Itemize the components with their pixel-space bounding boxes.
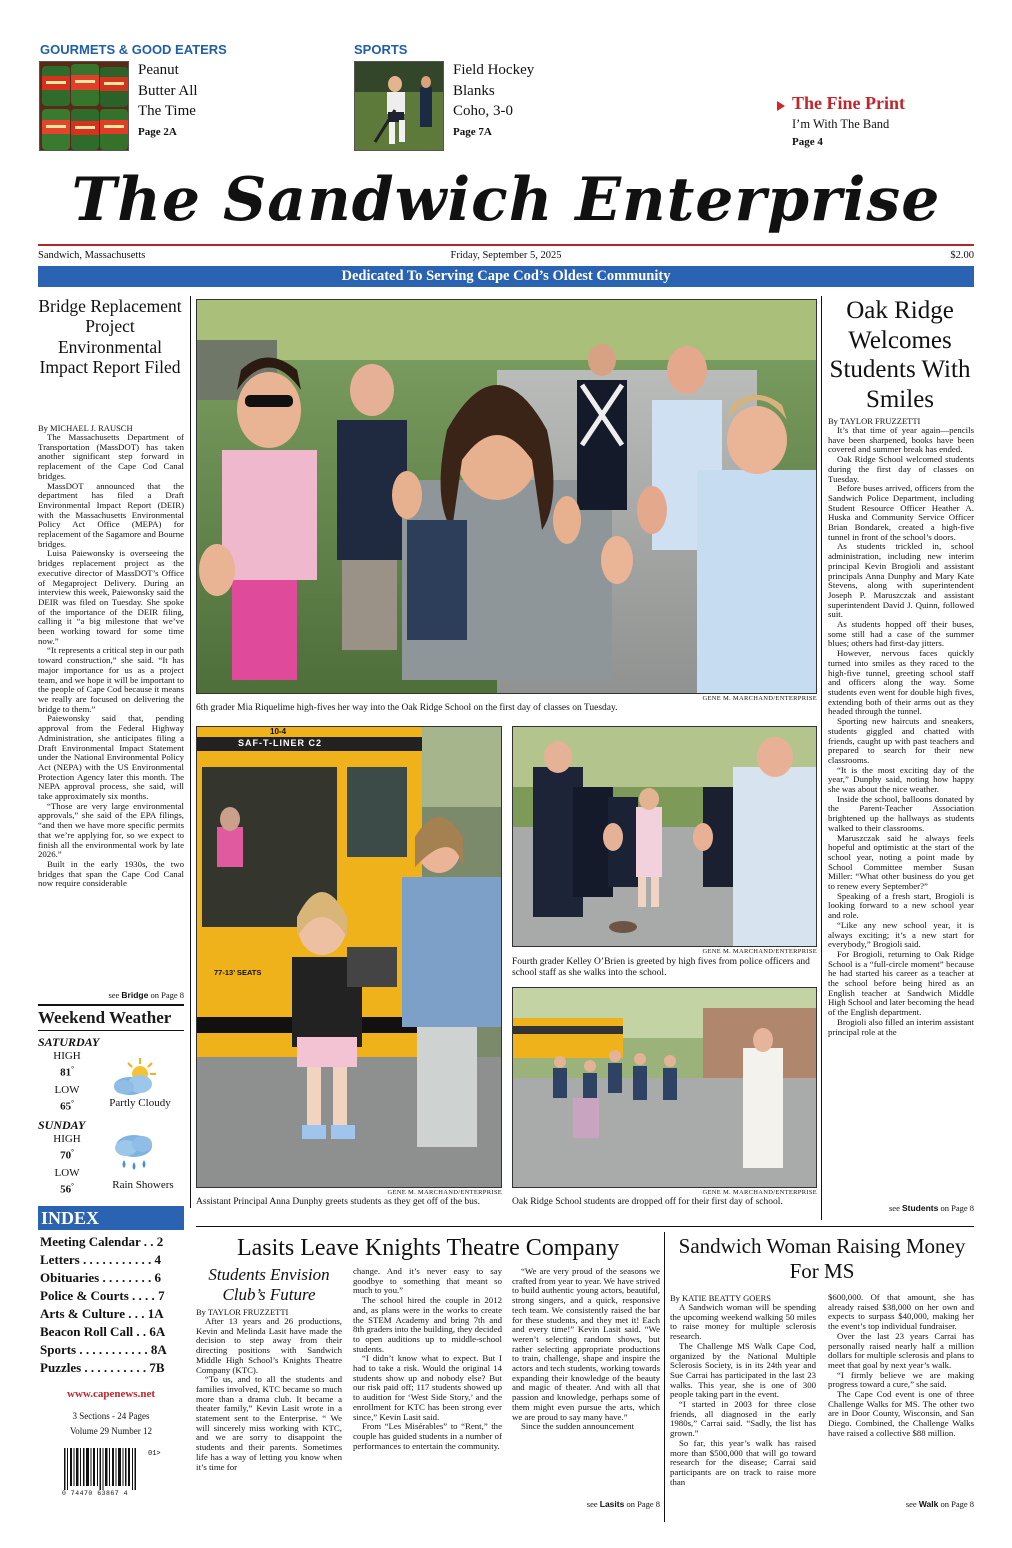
jump-keyword: Students xyxy=(901,1203,939,1213)
jump-prefix: see xyxy=(586,1499,600,1509)
jump-suffix: on Page 8 xyxy=(624,1499,660,1509)
fourth-grader-photo[interactable] xyxy=(512,726,817,947)
bus-sign: SAF-T-LINER C2 xyxy=(238,738,323,748)
low-temp xyxy=(50,1180,84,1197)
high-temp xyxy=(50,1063,84,1080)
teaser-sports-line-3: Coho, 3-0 xyxy=(453,103,513,119)
index-item[interactable] xyxy=(40,1233,180,1251)
ms-col1 xyxy=(670,1303,816,1523)
weather-saturday-condition: Partly Cloudy xyxy=(109,1097,171,1109)
bridge-jump-link[interactable] xyxy=(38,990,184,1000)
index-item[interactable] xyxy=(40,1269,180,1287)
main-photo[interactable] xyxy=(196,299,817,694)
lasits-paragraph: The school hired the couple in 2012 and, as plans were in the works to create the STEM Academy and bring 7th and 8th graders into the building, they decided to open auditions up to middle-school students. xyxy=(353,1295,502,1354)
teaser-gourmets-line-2: Butter All xyxy=(138,82,198,99)
index-item-page: 7B xyxy=(149,1360,165,1375)
ms-jump-link[interactable] xyxy=(828,1499,974,1509)
lasits-col2 xyxy=(353,1267,502,1523)
index-item-label: Sports . . . . . . . . . . . xyxy=(40,1342,148,1357)
masthead-title: The Sandwich Enterprise xyxy=(71,165,941,235)
ms-col2 xyxy=(828,1293,974,1493)
index-item-label: Letters . . . . . . . . . . . xyxy=(40,1252,152,1267)
degree-symbol: ° xyxy=(71,1065,74,1073)
oakridge-paragraph: As students trickled in, school administration, including new interim principal Kevin Brogioli and assistant principals Anna Dunphy and Mary Kate Stevens, along with superintendent Joseph P. Maruszczak and assistant superintendent David J. Quinn, followed suit. xyxy=(828,541,974,620)
bridge-paragraph: Paiewonsky said that, pending approval from the Federal Highway Administration, she anticipates filing a Draft Environmental Impact Statement under the National Environmental Policy Act (NEPA) with the US Environmental Protection Agency later this month. The NEPA approval process, she said, will take approximately six months. xyxy=(38,713,184,802)
index-sections: 3 Sections - 24 Pages xyxy=(72,1411,150,1421)
ms-paragraph: “I firmly believe we are making progress toward a cure,” she said. xyxy=(828,1369,974,1390)
oakridge-paragraph: Inside the school, balloons donated by the Parent-Teacher Association brightened up the hallways as students walked to their classrooms. xyxy=(828,793,974,833)
oakridge-paragraph: Brogioli also filled an interim assistant principal role at the xyxy=(828,1016,974,1037)
teaser-sports-section[interactable]: SPORTS xyxy=(354,42,408,57)
bridge-paragraph: MassDOT announced that the department has filed a Draft Environmental Impact Report (DEIR) with the Massachusetts Environmental Policy Act Office (MEPA) for replacement of the Sagamore and Bourne bridges. xyxy=(38,480,184,549)
jump-suffix: on Page 8 xyxy=(148,990,184,1000)
bridge-paragraph: Luisa Paiewonsky is overseeing the bridges replacement project as the executive director of MassDOT’s Office of Megaproject Delivery. During an interview this week, Paiewonsky said the DEIR was filed on Tuesday. She spoke of the importance of the DEIR filing, calling it “a big milestone that we’ve been working toward for some time now.” xyxy=(38,548,184,646)
bus-seats-label: 77-13’ SEATS xyxy=(214,968,262,977)
lasits-col3 xyxy=(512,1267,660,1493)
fourth-grader-photo-caption: Fourth grader Kelley O’Brien is greeted by high fives from police officers and school staff as she walks into the school. xyxy=(512,957,810,978)
low-label: LOW xyxy=(54,1166,80,1179)
index-item-page: 8A xyxy=(150,1342,167,1357)
teaser-fineprint-title[interactable]: The Fine Print xyxy=(792,93,905,113)
high-temp xyxy=(50,1146,84,1163)
website-link[interactable]: www.capenews.net xyxy=(67,1388,155,1400)
lasits-paragraph: “I didn’t know what to expect. But I had to take a risk. Would the original 14 students show up and nobody else? But our risk paid off; 117 students showed up to audition for ‘West Side Story,’ and the enrollment for KTC has been strong ever since,” Kevin Lasit said. xyxy=(353,1353,502,1422)
lasits-paragraph: From “Les Misérables” to “Rent,” the couple has guided students in a number of performances to entertain the community. xyxy=(353,1421,502,1451)
ms-paragraph: “I started in 2003 for three close friends, all diagnosed in the early 1980s,” Carrai said. “Sadly, the list has grown.” xyxy=(670,1399,816,1439)
weather-rule-top xyxy=(38,1004,184,1006)
bridge-paragraph: Built in the early 1930s, the two bridges that span the Cape Cod Canal now require considerable xyxy=(38,858,184,889)
lasits-byline: By TAYLOR FRUZZETTI xyxy=(196,1307,289,1317)
students-dropoff-photo[interactable] xyxy=(512,987,817,1188)
weather-sunday-temps xyxy=(50,1133,84,1196)
index-item-page: 7 xyxy=(158,1288,165,1303)
main-photo-credit: GENE M. MARCHAND/ENTERPRISE xyxy=(702,695,817,702)
oakridge-paragraph: However, nervous faces quickly turned into smiles as they raced to the high-five tunnel, greeting school staff and officers along the way. Some students even went for double high fives, extending both of their arms out as they headed through the tunnel. xyxy=(828,648,974,717)
high-value: 70 xyxy=(60,1149,72,1162)
field-hockey-thumbnail[interactable] xyxy=(354,61,444,151)
column-rule-left xyxy=(190,296,191,1208)
oakridge-paragraph: Before buses arrived, officers from the Sandwich Police Department, including Student Resource Officer Heather A. Huska and Community Service Officer Brian Bondarek, created a high-five tunnel in front of the school’s doors. xyxy=(828,483,974,542)
ms-paragraph: Over the last 23 years Carrai has personally raised nearly half a million dollars for multiple sclerosis and plans to meet that goal by next year’s walk. xyxy=(828,1330,974,1370)
bottom-rule xyxy=(196,1226,974,1227)
lasits-paragraph: Since the sudden announcement xyxy=(521,1421,635,1432)
masthead-date: Friday, September 5, 2025 xyxy=(450,250,562,261)
teaser-fineprint-subtitle[interactable]: I’m With The Band xyxy=(792,117,890,131)
peanut-butter-jars-thumbnail[interactable] xyxy=(39,61,129,151)
ms-paragraph: The Cape Cod event is one of three Challenge Walks for MS. The other two are in Door County, Wisconsin, and San Diego. Combined, the Challenge Walks have raised a collective $88 million. xyxy=(828,1389,974,1438)
oakridge-paragraph: Maruszczak said he always feels hopeful and optimistic at the start of the school year, noting a point made by School Committee member Susan Miller: “What other business do you get to renew every September?” xyxy=(828,832,974,892)
bridge-paragraph: “It represents a critical step in our path toward construction,” she said. “It has major importance for us as a project team, and we hope it will be important to the people of Cape Cod because it means we really are focused on delivering the bridge to them.” xyxy=(38,645,184,714)
lasits-col1 xyxy=(196,1317,342,1523)
bridge-byline: By MICHAEL J. RAUSCH xyxy=(38,423,133,433)
index-item-label: Beacon Roll Call . . xyxy=(40,1324,147,1339)
teaser-gourmets-line-1: Peanut xyxy=(138,62,179,78)
jump-prefix: see xyxy=(905,1499,919,1509)
lasits-paragraph: After 13 years and 26 productions, Kevin and Melinda Lasit have made the decision to step away from their directing positions with Sandwich Middle High School’s Knights Theatre Company (KTC). xyxy=(196,1317,342,1375)
degree-symbol: ° xyxy=(71,1098,74,1107)
lasits-paragraph: change. And it’s never easy to say goodbye to something that meant so much to you.” xyxy=(353,1267,502,1296)
degree-symbol: ° xyxy=(71,1181,74,1190)
low-value: 56 xyxy=(60,1183,72,1196)
lasits-headline[interactable]: Lasits Leave Knights Theatre Company xyxy=(236,1235,620,1261)
index-item[interactable] xyxy=(40,1359,180,1377)
index-item-label: Police & Courts . . . . xyxy=(40,1288,155,1303)
barcode-image xyxy=(62,1448,146,1494)
high-value: 81 xyxy=(60,1066,72,1079)
index-item[interactable] xyxy=(40,1323,180,1341)
fourth-grader-photo-credit: GENE M. MARCHAND/ENTERPRISE xyxy=(702,948,817,955)
index-volume: Volume 29 Number 12 xyxy=(69,1426,153,1436)
low-value: 65 xyxy=(60,1100,72,1113)
barcode-issue: 01> xyxy=(148,1450,161,1458)
barcode-digits: 0 74470 63867 4 xyxy=(62,1490,129,1497)
ms-paragraph: The Challenge MS Walk Cape Cod, organized by the National Multiple Sclerosis Society, is in its 24th year and Sue Carrai has participated in the last 23 walks. This year, she is one of 300 people taking part in the event. xyxy=(670,1340,816,1400)
partly-cloudy-icon xyxy=(110,1056,158,1098)
ms-paragraph: $600,000. Of that amount, she has already raised $38,000 on her own and expects to surpass $40,000, making her the event’s top individual fundraiser. xyxy=(828,1293,974,1332)
masthead-price: $2.00 xyxy=(950,250,974,261)
index-list xyxy=(40,1233,180,1377)
weather-rule-bottom xyxy=(38,1030,184,1031)
bridge-headline[interactable]: Bridge Replacement Project Environmental Impact Report Filed xyxy=(38,296,182,377)
index-item-page: 1A xyxy=(147,1306,164,1321)
oakridge-paragraph: Speaking of a fresh start, Brogioli is looking forward to a new school year and role. xyxy=(828,890,974,921)
jump-keyword: Walk xyxy=(918,1499,939,1509)
rain-icon xyxy=(110,1130,158,1178)
weather-sunday-condition: Rain Showers xyxy=(112,1179,174,1191)
high-label: HIGH xyxy=(53,1050,81,1062)
weather-day-saturday: SATURDAY xyxy=(38,1035,100,1049)
oakridge-paragraph: For Brogioli, returning to Oak Ridge School is a “full-circle moment” because he had started his career as a teacher at the school before being hired as an English teacher at Sandwich Middle High School and later becoming the head of the English department. xyxy=(828,948,974,1018)
students-photo-caption: Oak Ridge School students are dropped off for their first day of school. xyxy=(512,1197,783,1207)
teaser-gourmets-line-3: The Time xyxy=(138,103,196,119)
oakridge-paragraph: Sporting new haircuts and sneakers, students giggled and chatted with friends, caught up with past teachers and prepared to search for their new classrooms. xyxy=(828,716,974,765)
weather-saturday-temps xyxy=(50,1050,84,1113)
students-photo-credit: GENE M. MARCHAND/ENTERPRISE xyxy=(702,1189,817,1196)
bridge-body xyxy=(38,433,184,979)
triangle-arrow-icon xyxy=(777,101,785,111)
masthead-location: Sandwich, Massachusetts xyxy=(38,250,146,261)
jump-suffix: on Page 8 xyxy=(938,1203,974,1213)
lasits-jump-link[interactable] xyxy=(512,1499,660,1509)
bus-number: 10-4 xyxy=(270,727,287,736)
bus-photo-caption: Assistant Principal Anna Dunphy greets students as they get off of the bus. xyxy=(196,1197,480,1207)
weather-title: Weekend Weather xyxy=(38,1008,172,1027)
column-rule-right xyxy=(821,296,822,1220)
teaser-gourmets[interactable] xyxy=(138,60,298,142)
index-item-page: 2 xyxy=(156,1234,164,1249)
index-item-label: Arts & Culture . . . xyxy=(40,1306,145,1321)
high-label: HIGH xyxy=(53,1133,81,1145)
ms-paragraph: So far, this year’s walk has raised more than $500,000 that will go toward research for the disease; Carrai said participants are on track to raise more than xyxy=(670,1437,816,1487)
ms-paragraph: A Sandwich woman will be spending the upcoming weekend walking 50 miles to raise money for multiple sclerosis research. xyxy=(670,1303,816,1342)
jump-keyword: Bridge xyxy=(121,990,149,1000)
teaser-fineprint-page: Page 4 xyxy=(792,136,823,148)
degree-symbol: ° xyxy=(71,1148,74,1156)
weather-day-sunday: SUNDAY xyxy=(38,1118,86,1132)
index-item-label: Puzzles . . . . . . . . . . xyxy=(40,1360,147,1375)
lasits-paragraph: “We are very proud of the seasons we crafted from year to year. We have strived to build authentic young actors, beautiful, strong singers, and a quick, responsive tech team. We consistently raised the bar for these students, and they met it! Each and every time!” Kevin Lasit said. “We weren’t selecting random shows, but rather selecting appropriate productions to train, challenge, shape and inspire the actors and tech students, working towards expanding their knowledge of the beauty and magic of theater. And with all that passion and knowledge, perhaps some of them might even pursue the arts, which we are proud to say many have.” xyxy=(512,1267,660,1422)
low-temp xyxy=(50,1097,84,1114)
jump-prefix: see xyxy=(108,990,122,1000)
teaser-sports-line-1: Field Hockey xyxy=(453,62,535,78)
oakridge-paragraph: “Like any new school year, it is always exciting; it’s a new start for everybody,” Brogioli said. xyxy=(828,919,974,950)
oakridge-paragraph: Oak Ridge School welcomed students during the first day of classes on Tuesday. xyxy=(828,454,974,484)
teaser-sports[interactable] xyxy=(453,60,633,142)
jump-suffix: on Page 8 xyxy=(938,1499,974,1509)
index-title: INDEX xyxy=(38,1206,184,1230)
oakridge-paragraph: It’s that time of year again—pencils have been sharpened, books have been covered and summer break has ended. xyxy=(828,426,974,455)
ms-byline: By KATIE BEATTY GOERS xyxy=(670,1293,771,1303)
teaser-sports-line-2: Blanks xyxy=(453,82,495,99)
column-rule-bottom xyxy=(664,1232,665,1522)
low-label: LOW xyxy=(54,1083,80,1096)
index-item[interactable] xyxy=(40,1305,180,1323)
oakridge-body xyxy=(828,426,974,1194)
oakridge-paragraph: “It is the most exciting day of the year,” Dunphy said, noting how happy she was about the nice weather. xyxy=(828,764,974,795)
jump-prefix: see xyxy=(888,1203,902,1213)
oakridge-headline[interactable]: Oak Ridge Welcomes Students With Smiles xyxy=(829,297,971,413)
index-item[interactable] xyxy=(40,1341,180,1359)
issue-number: 01 xyxy=(148,1450,157,1458)
teaser-gourmets-page: Page 2A xyxy=(138,125,177,138)
masthead-rule xyxy=(38,244,974,246)
masthead-motto-banner: Dedicated To Serving Cape Cod’s Oldest Community xyxy=(38,266,974,287)
main-photo-caption: 6th grader Mia Riquelime high-fives her way into the Oak Ridge School on the first day of classes on Tuesday. xyxy=(196,703,618,713)
index-item-page: 4 xyxy=(154,1252,161,1267)
index-item-label: Meeting Calendar . . xyxy=(40,1234,154,1249)
jump-keyword: Lasits xyxy=(599,1499,625,1509)
lasits-subhead: Students Envision Club’s Future xyxy=(208,1265,330,1304)
bus-photo[interactable] xyxy=(196,726,502,1188)
bus-photo-credit: GENE M. MARCHAND/ENTERPRISE xyxy=(387,1189,502,1196)
index-item-page: 6 xyxy=(154,1270,161,1285)
ms-headline[interactable]: Sandwich Woman Raising Money For MS xyxy=(678,1234,966,1283)
oakridge-paragraph: As students hopped off their buses, some still had a case of the summer blues; others had first-day jitters. xyxy=(828,619,974,649)
bridge-paragraph: “Those are very large environmental approvals,” she said of the EPA filings, “and then we have more specific permits that we’re applying for, so we expect to finish all the environmental work by late 2026.” xyxy=(38,800,184,860)
index-item[interactable] xyxy=(40,1287,180,1305)
index-item-page: 6A xyxy=(149,1324,166,1339)
oakridge-jump-link[interactable] xyxy=(828,1203,974,1213)
lasits-paragraph: “To us, and to all the students and families involved, KTC became so much more than a drama club. It became a theater family,” Kevin Lasit wrote in a statement sent to the Enterprise. “ We will sincerely miss working with KTC, and we are sorry to disappoint the students and their parents. Sometimes life has a way of letting you know when it’s time for xyxy=(196,1374,342,1472)
bridge-paragraph: The Massachusetts Department of Transportation (MassDOT) has taken another significant step forward in replacement of the Cape Cod Canal bridges. xyxy=(38,433,184,481)
index-item[interactable] xyxy=(40,1251,180,1269)
index-item-label: Obituaries . . . . . . . . xyxy=(40,1270,152,1285)
teaser-gourmets-section[interactable]: GOURMETS & GOOD EATERS xyxy=(40,42,227,57)
teaser-sports-page: Page 7A xyxy=(453,125,492,138)
oakridge-byline: By TAYLOR FRUZZETTI xyxy=(828,416,921,426)
